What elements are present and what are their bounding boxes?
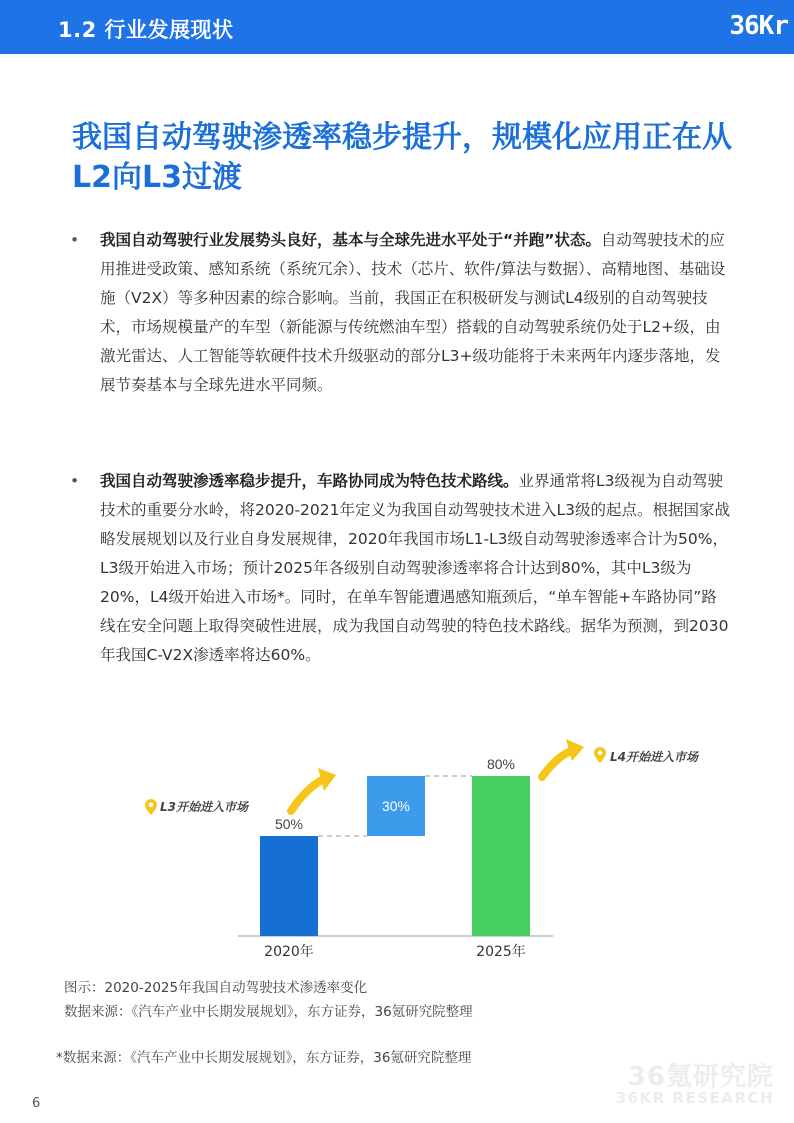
header-bar xyxy=(0,0,794,54)
growth-arrow-icon xyxy=(291,768,336,811)
value-label-increment: 30% xyxy=(381,798,411,814)
x-tick-label-2020: 2020年 xyxy=(264,944,314,960)
footnote: *数据来源：《汽车产业中长期发展规划》，东方证券，36氪研究院整理 xyxy=(56,1050,472,1066)
bar-2020 xyxy=(260,836,318,936)
figure-source: 数据来源：《汽车产业中长期发展规划》，东方证券，36氪研究院整理 xyxy=(64,1004,473,1020)
page-number: 6 xyxy=(32,1096,41,1111)
section-title: 1.2 行业发展现状 xyxy=(58,18,234,42)
figure-caption: 图示：2020-2025年我国自动驾驶技术渗透率变化 xyxy=(64,980,368,996)
bullet-1-text: 自动驾驶技术的应用推进受政策、感知系统（系统冗余）、技术（芯片、软件/算法与数据）、高精地图、基础设施（V2X）等多种因素的综合影响。当前，我国正在积极研发与测试L4级别的自动驾驶技术，市场规模量产的车型（新能源与传统燃油车型）搭载的自动驾驶系统仍处于L2+级，由激光雷达、人工智能等软硬件技术升级驱动的部分L3+级功能将于未来两年内逐步落地，发展节奏基本与全球先进水平同频。 xyxy=(100,231,726,394)
growth-arrow-icon xyxy=(542,739,584,777)
logo: 36Kr xyxy=(729,11,788,41)
annotation-l3: L3开始进入市场 xyxy=(160,800,248,814)
bullet-2-text: 业界通常将L3级视为自动驾驶技术的重要分水岭，将2020-2021年定义为我国自动驾驶技术进入L3级的起点。根据国家战略发展规划以及行业自身发展规律，2020年我国市场L1-L3级自动驾驶渗透率合计为50%，L3级开始进入市场；预计2025年各级别自动驾驶渗透率将合计达到80%，其中L3级为20%，L4级开始进入市场*。同时，在单车智能遭遇感知瓶颈后，“单车智能+车路协同”路线在安全问题上取得突破性进展，成为我国自动驾驶的特色技术路线。据华为预测，到2030年我国C-V2X渗透率将达60%。 xyxy=(100,472,730,664)
bullet-paragraph-1 xyxy=(100,226,730,400)
annotation-l4: L4开始进入市场 xyxy=(610,750,698,764)
watermark-cn: 36氪研究院 xyxy=(627,1062,774,1092)
penetration-chart xyxy=(120,735,720,975)
bullet-1-bold: 我国自动驾驶行业发展势头良好，基本与全球先进水平处于“并跑”状态。 xyxy=(100,231,601,249)
watermark-en: 36KR RESEARCH xyxy=(615,1089,774,1107)
bullet-paragraph-2 xyxy=(100,467,730,670)
value-label-2025: 80% xyxy=(486,756,516,772)
bullet-2-bold: 我国自动驾驶渗透率稳步提升，车路协同成为特色技术路线。 xyxy=(100,472,519,490)
page-headline: 我国自动驾驶渗透率稳步提升，规模化应用正在从L2向L3过渡 xyxy=(72,120,732,195)
value-label-2020: 50% xyxy=(274,816,304,832)
bar-2025 xyxy=(472,776,530,936)
location-pin-icon xyxy=(145,799,157,815)
location-pin-icon xyxy=(594,747,606,763)
x-tick-label-2025: 2025年 xyxy=(476,944,526,960)
